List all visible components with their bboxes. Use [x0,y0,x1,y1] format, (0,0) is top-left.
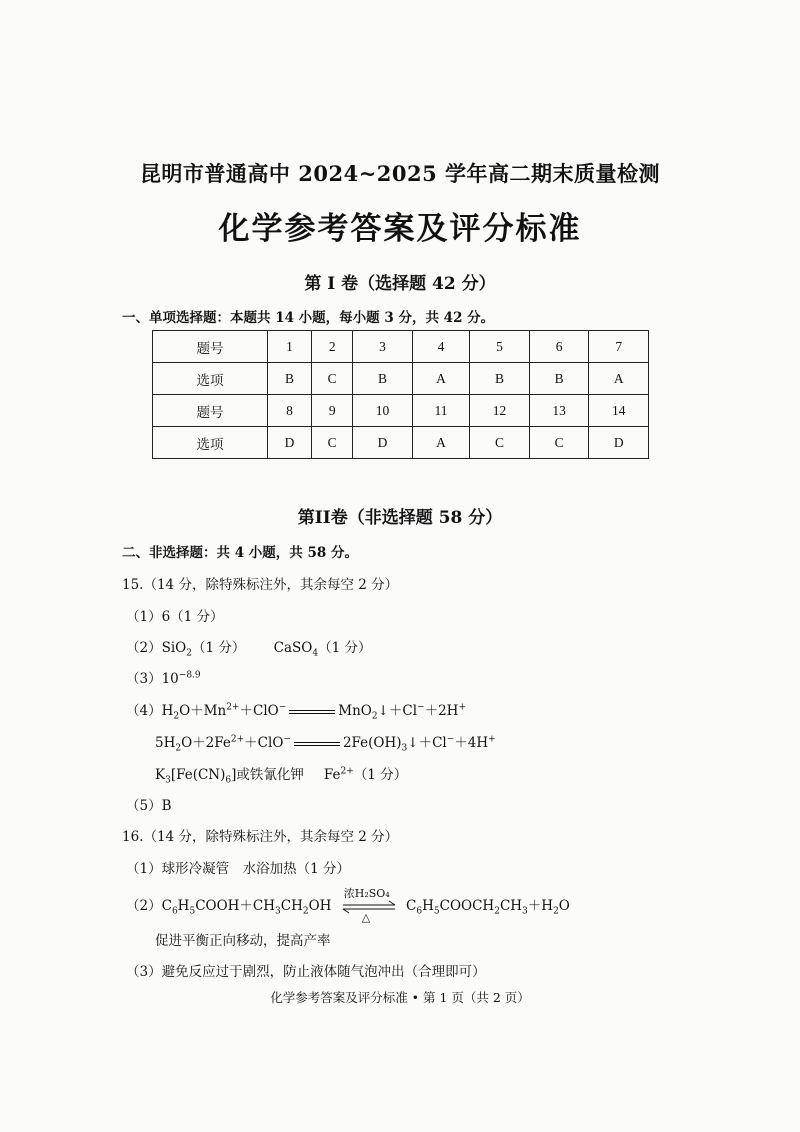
exponent: −8.9 [178,670,201,681]
q15-answer-4-eq1: $(4)H_2O+Mn^{2+}+ClO^-$ MnO$_2$↓＋Cl−＋2H+ [126,702,467,722]
table-cell: B [470,363,530,395]
table-cell: A [412,363,469,395]
q15-answer-4-reagent: $K_3[Fe(CN)_6]$或铁氰化钾 $Fe^{2+}(1$ 分） [155,766,408,786]
answer-table [152,330,649,459]
table-row [153,395,649,427]
table-cell: C [470,427,530,459]
reagent-name: 或铁氰化钾 [236,767,304,783]
q16-heading: 16.（14 分，除特殊标注外，其余每空 2 分） [122,829,399,845]
document-title: 化学参考答案及评分标准 [218,211,582,247]
part1-title: 第 I 卷（选择题 42 分） [304,274,496,294]
table-cell: 13 [529,395,589,427]
answer-number: （3）10 [126,671,179,687]
part2-title: 第II卷（非选择题 58 分） [297,508,503,528]
table-cell: 选项 [153,427,268,459]
table-cell: C [529,427,589,459]
answer-number: （2） [126,640,162,656]
heat-symbol: △ [361,910,371,924]
table-cell: 题号 [153,395,268,427]
table-row [153,363,649,395]
reversible-arrow [340,886,398,924]
table-cell: D [267,427,311,459]
table-cell: 题号 [153,331,268,363]
q16-answer-3: （3）避免反应过于剧烈，防止液体随气泡冲出（合理即可） [126,964,486,980]
score-note: （1 分） [353,767,408,783]
score-note: （1 分） [318,640,372,656]
table-cell: 5 [470,331,530,363]
table-cell: C [312,363,353,395]
table-cell: 14 [589,395,649,427]
table-cell: 2 [312,331,353,363]
q16-answer-2-explanation: 促进平衡正向移动，提高产率 [155,933,331,949]
table-cell: 7 [589,331,649,363]
table-cell: 11 [412,395,469,427]
table-row [153,331,649,363]
q15-answer-1: （1）6（1 分） [126,609,224,625]
score-note: （1 分） [191,640,246,656]
table-cell: 8 [267,395,311,427]
table-cell: D [353,427,413,459]
table-cell: B [529,363,589,395]
table-cell: B [267,363,311,395]
page-footer: 化学参考答案及评分标准 • 第 1 页（共 2 页） [270,990,530,1005]
q16-answer-2: $(2)C_6H_5COOH+CH_3CH_2OH$ 浓H₂SO₄ △ $C_6H_5COOCH_2CH_3+H_2O$ [126,886,570,924]
table-cell: B [353,363,413,395]
table-cell: 选项 [153,363,268,395]
q16-answer-1: （1）球形冷凝管 水浴加热（1 分） [126,861,350,877]
table-cell: C [312,427,353,459]
table-cell: 10 [353,395,413,427]
table-cell: 12 [470,395,530,427]
table-cell: D [589,427,649,459]
reaction-condition: 浓H₂SO₄ [343,886,390,900]
q15-answer-2: （2）SiO$_2$（1 分） CaSO$_4$（1 分） [126,640,372,659]
table-cell: A [412,427,469,459]
table-cell: 9 [312,395,353,427]
answer-number: （4） [126,703,162,719]
q15-answer-4-eq2: $5H_2O+2Fe^{2+}+ClO^-$ $2Fe(OH)_3↓+Cl^-+4H^+$ [155,734,496,754]
q15-answer-5: （5）B [126,798,172,814]
q15-heading: 15.（14 分，除特殊标注外，其余每空 2 分） [122,577,399,593]
table-cell: 1 [267,331,311,363]
table-cell: 4 [412,331,469,363]
part2-instruction: 二、非选择题：共 4 小题，共 58 分。 [122,545,358,561]
part1-instruction: 一、单项选择题：本题共 14 小题，每小题 3 分，共 42 分。 [122,310,495,326]
q15-answer-3 [126,667,201,687]
table-cell: 6 [529,331,589,363]
table-cell: 3 [353,331,413,363]
exam-title: 昆明市普通高中 2024~2025 学年高二期末质量检测 [139,161,661,186]
table-cell: A [589,363,649,395]
table-row [153,427,649,459]
answer-number: （2） [126,898,162,914]
